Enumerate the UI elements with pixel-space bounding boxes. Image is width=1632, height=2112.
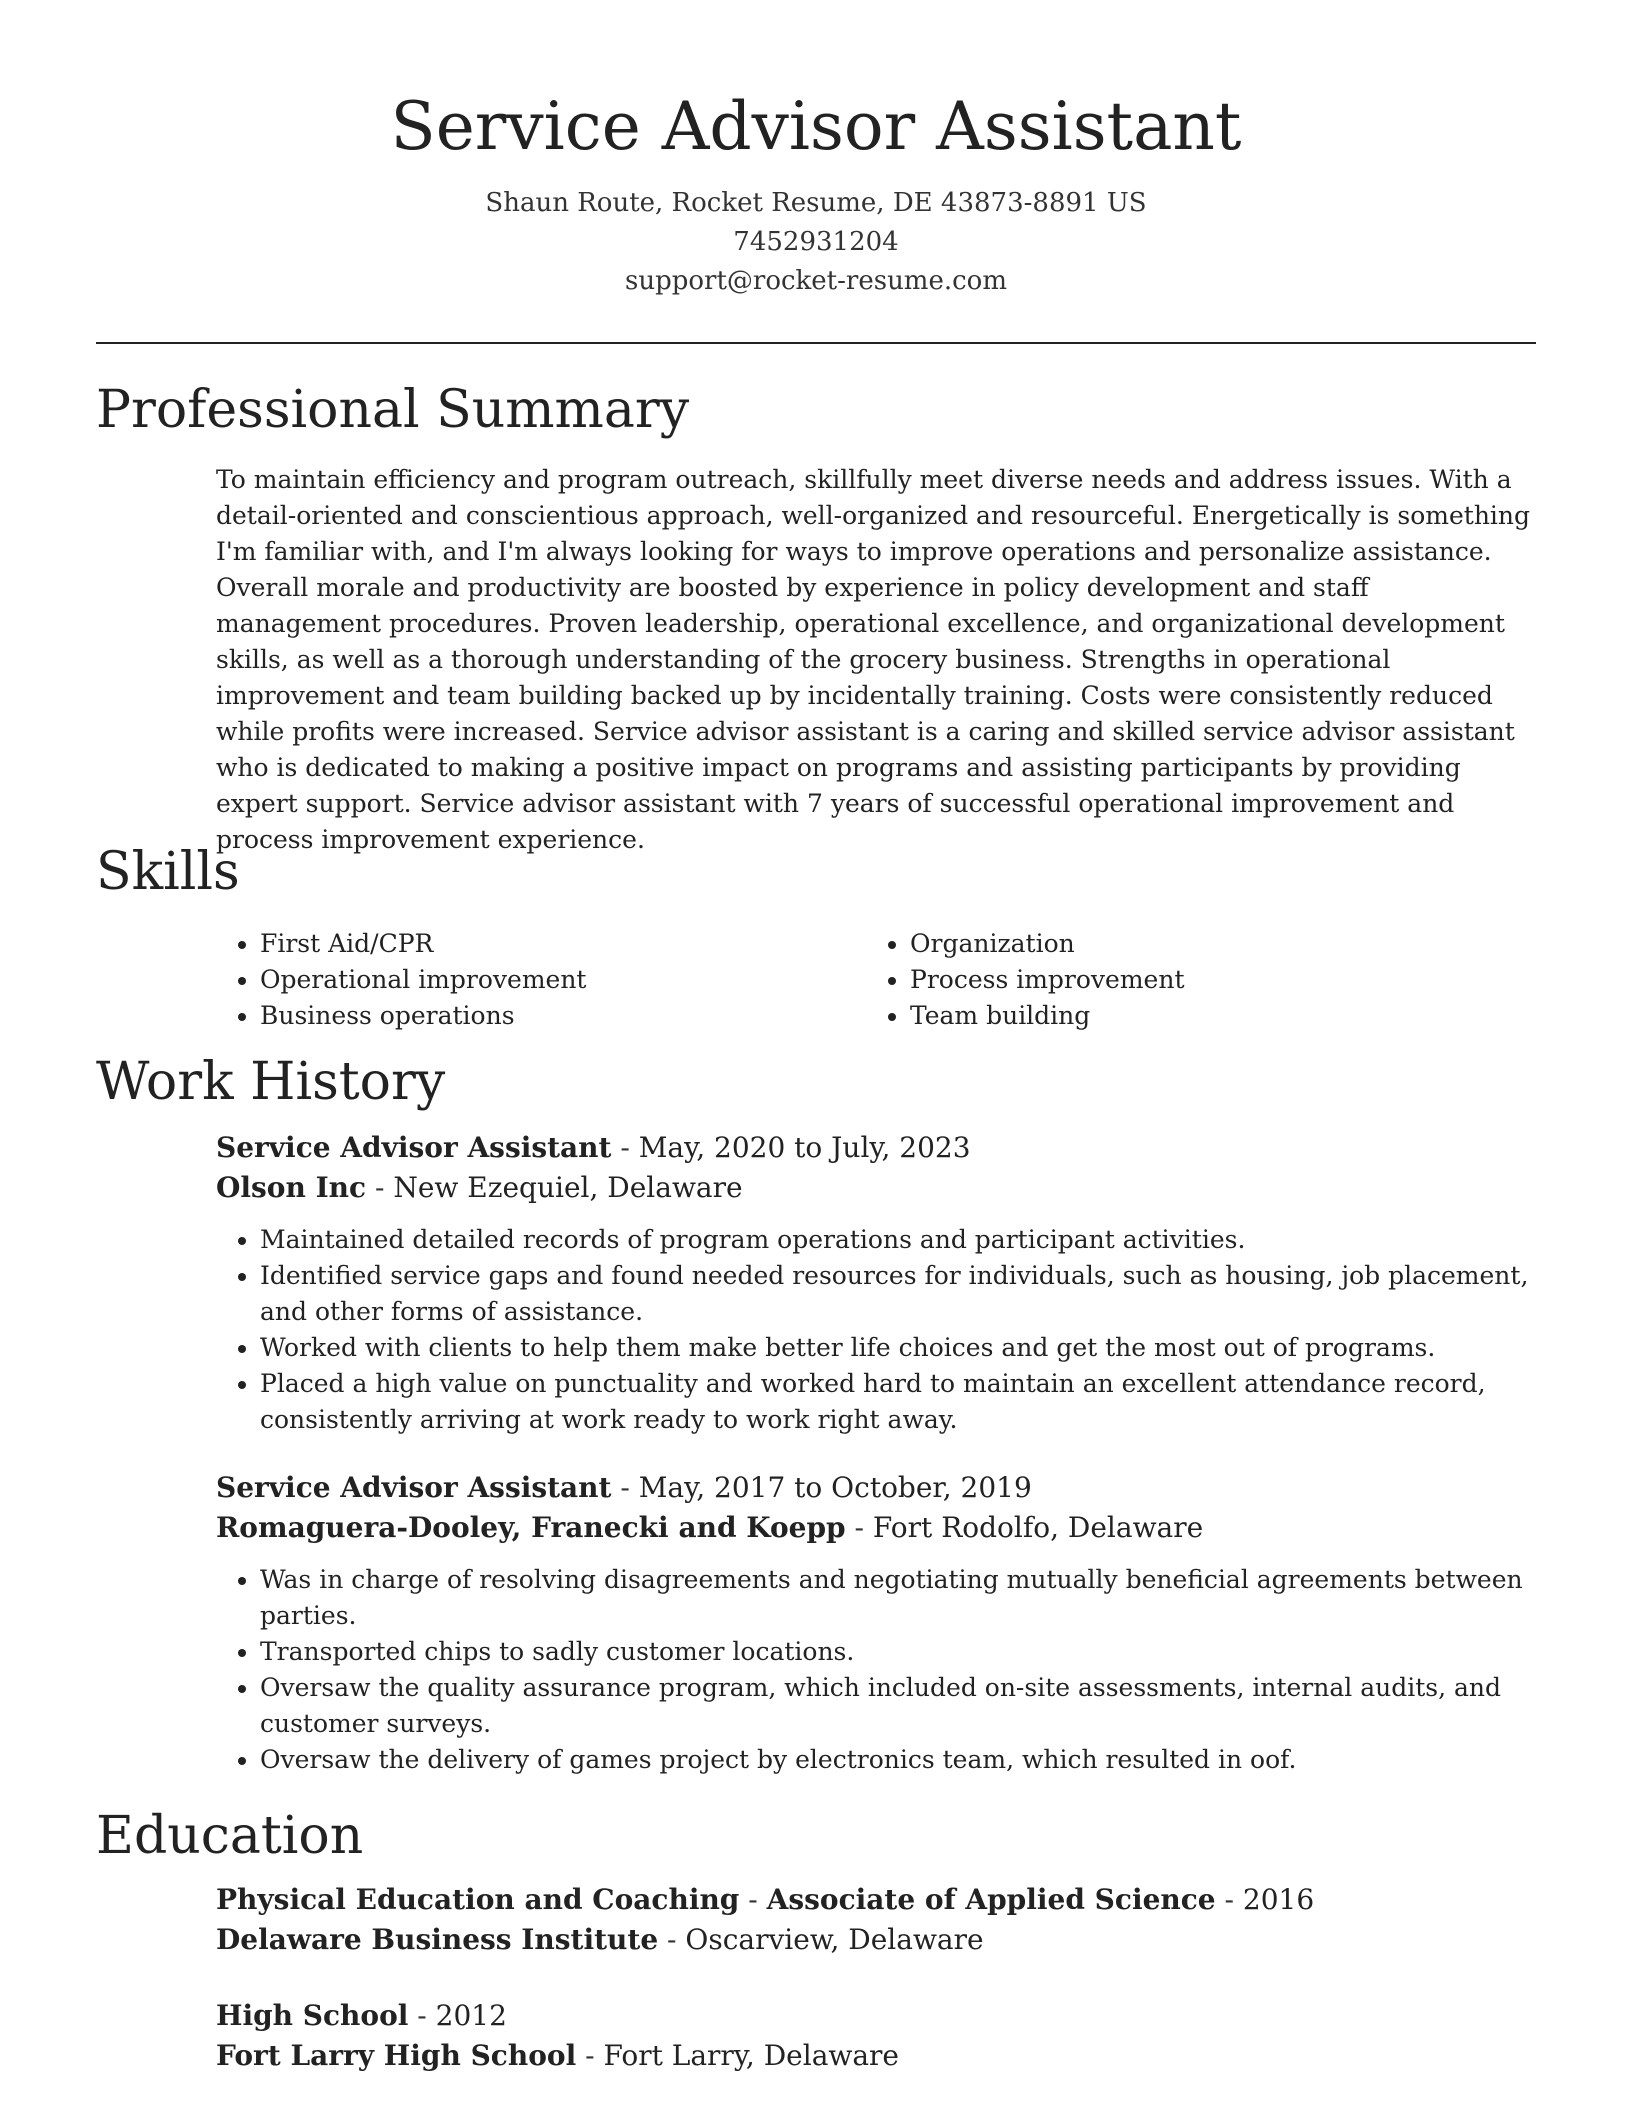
job-dates: May, 2020 to July, 2023: [638, 1131, 971, 1164]
job-company-line: [216, 1508, 1536, 1548]
job-location: New Ezequiel, Delaware: [393, 1171, 743, 1204]
job-company: Olson Inc: [216, 1171, 367, 1204]
education-degree-line: [216, 1880, 1536, 1920]
job-title: Service Advisor Assistant: [216, 1471, 612, 1504]
resume-title: Service Advisor Assistant: [390, 88, 1242, 165]
job-bullet: • Was in charge of resolving disagreements and negotiating mutually beneficial agreements between parties.: [260, 1562, 1536, 1634]
job-bullet: • Oversaw the delivery of games project by electronics team, which resulted in oof.: [260, 1742, 1536, 1778]
job-company: Romaguera-Dooley, Franecki and Koepp: [216, 1511, 846, 1544]
education-entry: [216, 1880, 1536, 1960]
contact-address: Shaun Route, Rocket Resume, DE 43873-8891 US: [485, 188, 1147, 218]
skill-item: • Organization: [910, 926, 1516, 962]
job-title-line: [216, 1468, 1536, 1508]
separator: -: [1215, 1883, 1243, 1916]
summary-section: [216, 462, 1536, 858]
separator: -: [658, 1923, 686, 1956]
separator: -: [576, 2039, 604, 2072]
job-bullet: • Worked with clients to help them make better life choices and get the most out of programs.: [260, 1330, 1536, 1366]
header-divider: [96, 342, 1536, 344]
separator: -: [611, 1131, 639, 1164]
job-entry: [216, 1128, 1536, 1438]
skill-item: • Team building: [910, 998, 1516, 1034]
education-entry: [216, 1996, 1536, 2076]
job-bullet: • Identified service gaps and found needed resources for individuals, such as housing, job placement, and other forms of assistance.: [260, 1258, 1536, 1330]
separator: -: [408, 1999, 436, 2032]
work-history-heading: Work History: [96, 1052, 446, 1112]
job-entry: [216, 1468, 1536, 1778]
job-bullet: • Placed a high value on punctuality and worked hard to maintain an excellent attendance record, consistently arriving at work ready to work right away.: [260, 1366, 1536, 1438]
education-year: 2016: [1242, 1883, 1315, 1916]
education-location: Fort Larry, Delaware: [603, 2039, 899, 2072]
summary-text: To maintain efficiency and program outreach, skillfully meet diverse needs and address issues. With a detail-oriented and conscientious approach, well-organized and resourceful. Energetically is something I'm familiar with, and I'm always looking for ways to improve operations and personalize assistance. Overall morale and productivity are boosted by experience in policy development and staff management procedures. Proven leadership, operational excellence, and organizational development skills, as well as a thorough understanding of the grocery business. Strengths in operational improvement and team building backed up by incidentally training. Costs were consistently reduced while profits were increased. Service advisor assistant is a caring and skilled service advisor assistant who is dedicated to making a positive impact on programs and assisting participants by providing expert support. Service advisor assistant with 7 years of successful operational improvement and process improvement experience.: [216, 465, 1531, 854]
education-location: Oscarview, Delaware: [685, 1923, 984, 1956]
skill-item: • Operational improvement: [260, 962, 866, 998]
job-bullet: • Maintained detailed records of program operations and participant activities.: [260, 1222, 1536, 1258]
contact-phone: 7452931204: [733, 227, 899, 257]
education-school-line: [216, 2036, 1536, 2076]
summary-heading: Professional Summary: [96, 380, 690, 440]
job-dates: May, 2017 to October, 2019: [638, 1471, 1032, 1504]
education-degree: High School: [216, 1999, 409, 2032]
education-heading: Education: [96, 1806, 364, 1866]
job-title-line: [216, 1128, 1536, 1168]
job-bullet: • Oversaw the quality assurance program, which included on-site assessments, internal audits, and customer surveys.: [260, 1670, 1536, 1742]
job-location: Fort Rodolfo, Delaware: [872, 1511, 1204, 1544]
job-bullet: • Transported chips to sadly customer locations.: [260, 1634, 1536, 1670]
skills-heading: Skills: [96, 842, 240, 902]
education-school: Fort Larry High School: [216, 2039, 577, 2072]
job-bullets: [216, 1562, 1536, 1778]
separator: -: [366, 1171, 394, 1204]
skills-list: [216, 926, 1536, 1034]
job-bullets: [216, 1222, 1536, 1438]
separator: -: [845, 1511, 873, 1544]
skill-item: • Business operations: [260, 998, 866, 1034]
education-degree: Associate of Applied Science: [766, 1883, 1216, 1916]
job-company-line: [216, 1168, 1536, 1208]
education-school: Delaware Business Institute: [216, 1923, 659, 1956]
contact-email: support@rocket-resume.com: [624, 266, 1007, 296]
education-school-line: [216, 1920, 1536, 1960]
job-title: Service Advisor Assistant: [216, 1131, 612, 1164]
separator: -: [739, 1883, 767, 1916]
skill-item: • First Aid/CPR: [260, 926, 866, 962]
skills-column-right: [866, 926, 1516, 1034]
skill-item: • Process improvement: [910, 962, 1516, 998]
education-degree-line: [216, 1996, 1536, 2036]
resume-header: [96, 82, 1536, 301]
education-year: 2012: [435, 1999, 507, 2032]
separator: -: [611, 1471, 639, 1504]
education-field: Physical Education and Coaching: [216, 1883, 740, 1916]
skills-column-left: [216, 926, 866, 1034]
